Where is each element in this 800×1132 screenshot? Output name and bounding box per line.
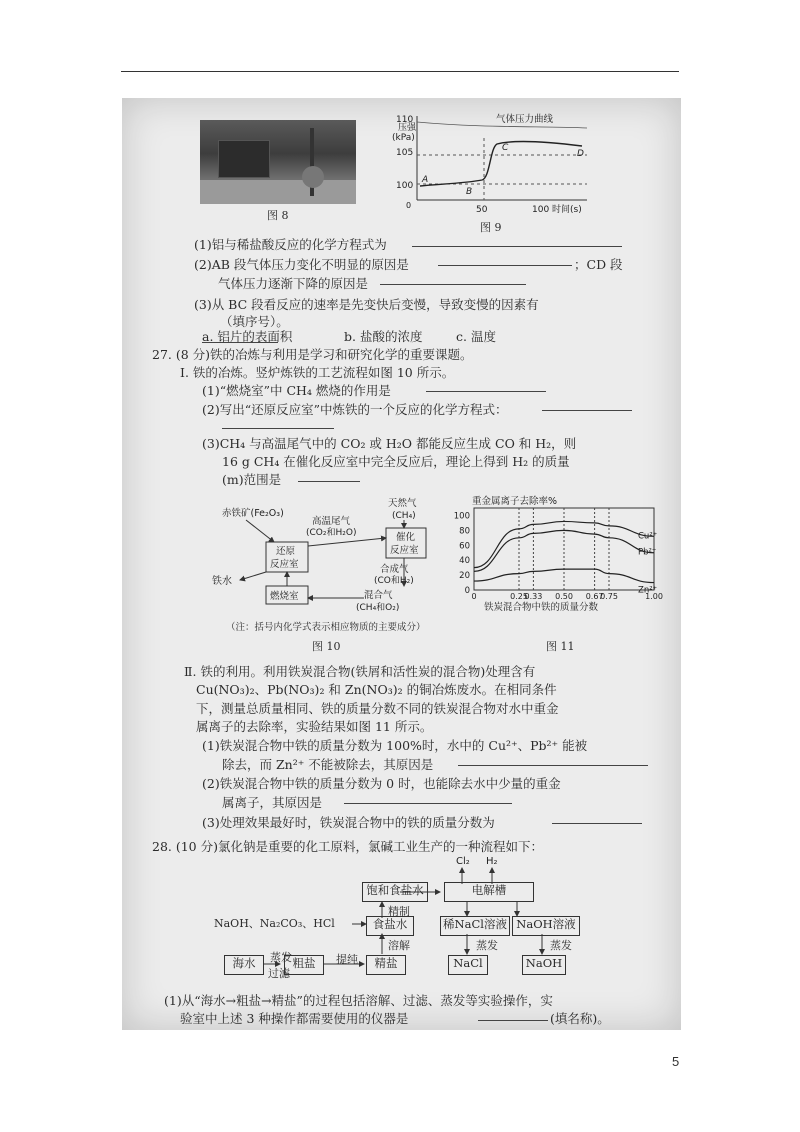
- fig9-xtick-0: 0: [406, 201, 412, 210]
- fig10-iron: 铁水: [212, 576, 232, 587]
- fig9-pressure-curve: [420, 142, 582, 186]
- fig10-burner: 燃烧室: [270, 591, 299, 602]
- answer-line: [298, 481, 360, 482]
- fig9-ytick-110: 110: [396, 115, 414, 125]
- evaporate-label-1: 蒸发: [270, 951, 292, 964]
- q27-note: （注：括号内化学式表示相应物质的主要成分）: [226, 622, 426, 633]
- answer-line: [380, 284, 526, 285]
- fig9-title: 气体压力曲线: [496, 114, 554, 125]
- chart-ytick: 100: [453, 511, 470, 522]
- q28-q1b: 验室中上述 3 种操作都需要使用的仪器是: [180, 1011, 409, 1026]
- fig10-natural-gas-2: (CH₄): [392, 511, 416, 521]
- answer-line: [458, 765, 648, 766]
- q27-s2-q3: (3)处理效果最好时，铁炭混合物中的铁的质量分数为: [202, 815, 495, 830]
- h2-label: H₂: [486, 856, 498, 867]
- chart-ytick: 20: [459, 571, 470, 582]
- fig10-reduction-1: 还原: [276, 546, 296, 557]
- chart-series-label: Zn²⁺: [638, 585, 658, 596]
- answer-line: [426, 391, 546, 392]
- fig9-xtick-50: 50: [476, 205, 488, 215]
- chart-xtick: 0.67: [585, 592, 604, 601]
- fine-salt-box: 精盐: [366, 955, 406, 975]
- salt-water-box: 食盐水: [366, 916, 414, 936]
- fig11-caption: 图 11: [546, 640, 575, 653]
- fig10-caption: 图 10: [312, 640, 341, 653]
- q26-option-b: b. 盐酸的浓度: [344, 329, 423, 344]
- refine-label: 精制: [388, 905, 410, 918]
- page-number: 5: [672, 1054, 680, 1069]
- evaporate-label-3: 蒸发: [550, 939, 572, 952]
- fig10-tail-gas-2: (CO₂和H₂O): [306, 528, 357, 538]
- fig9-ytick-100: 100: [396, 181, 414, 191]
- answer-line: [344, 803, 512, 804]
- nacl-box: NaCl: [448, 955, 488, 975]
- chart-xtick: 0: [471, 592, 477, 601]
- q27-s2-q2b: 属离子，其原因是: [222, 795, 323, 810]
- answer-line: [222, 428, 334, 429]
- experiment-photo: [200, 120, 356, 204]
- q27-s2-q1a: (1)铁炭混合物中铁的质量分数为 100%时，水中的 Cu²⁺、Pb²⁺ 能被: [202, 738, 588, 753]
- q28-q1c: (填名称)。: [550, 1011, 610, 1026]
- fig9-point-c: C: [502, 143, 509, 153]
- chart-xtick: 0.75: [600, 592, 618, 601]
- q26-part2c: 气体压力逐渐下降的原因是: [218, 276, 369, 291]
- q27-s1-q3c: (m)范围是: [222, 472, 282, 487]
- fig9-point-d: D: [577, 149, 584, 159]
- naoh-box: NaOH: [522, 955, 566, 975]
- answer-line: [478, 1020, 548, 1021]
- dilute-nacl-box: 稀NaCl溶液: [440, 916, 510, 936]
- q27-header: 27. (8 分)铁的冶炼与利用是学习和研究化学的重要课题。: [152, 347, 473, 362]
- chlor-alkali-flowchart: [212, 854, 632, 984]
- chart-title: 重金属离子去除率%: [472, 496, 558, 507]
- q27-section2-b: Cu(NO₃)₂、Pb(NO₃)₂ 和 Zn(NO₃)₂ 的铜冶炼废水。在相同条件: [196, 682, 557, 697]
- chart-series-label: Cu²⁺: [638, 531, 658, 542]
- cl2-label: Cl₂: [456, 856, 470, 867]
- brine-box: 饱和食盐水: [362, 882, 428, 902]
- fig10-natural-gas-1: 天然气: [388, 498, 417, 509]
- q28-q1a: (1)从“海水→粗盐→精盐”的过程包括溶解、过滤、蒸发等实验操作，实: [164, 993, 553, 1008]
- q26-part3b: （填序号）。: [220, 314, 289, 329]
- filter-label: 过滤: [268, 967, 290, 980]
- q27-section2-a: Ⅱ. 铁的利用。利用铁炭混合物(铁屑和活性炭的混合物)处理含有: [184, 664, 536, 679]
- chart-xtick: 0.50: [555, 592, 573, 601]
- chart-xlabel: 铁炭混合物中铁的质量分数: [484, 602, 599, 612]
- chart-ytick: 0: [464, 586, 470, 596]
- q26-part3a: (3)从 BC 段看反应的速率是先变快后变慢，导致变慢的因素有: [194, 297, 539, 312]
- fig9-point-a: A: [422, 175, 429, 185]
- fig9-ylabel-1: 压强: [398, 123, 417, 133]
- pressure-curve-figure: [372, 108, 622, 236]
- q27-section2-c: 下，测量总质量相同、铁的质量分数不同的铁炭混合物对水中重金: [196, 701, 559, 716]
- chart-ytick: 60: [459, 541, 470, 552]
- fig10-mix-2: (CH₄和O₂): [356, 603, 400, 613]
- fig9-point-b: B: [466, 187, 473, 197]
- q26-part1: (1)铝与稀盐酸反应的化学方程式为: [194, 237, 387, 252]
- fig9-xtick-100: 100: [532, 205, 550, 215]
- fig10-reduction-2: 反应室: [270, 559, 299, 570]
- chart-series-label: Pb²⁺: [638, 547, 657, 558]
- fig8-caption: 图 8: [267, 209, 289, 222]
- chart-ytick: 40: [459, 556, 470, 567]
- evaporate-label-2: 蒸发: [476, 939, 498, 952]
- q27-s2-q2a: (2)铁炭混合物中铁的质量分数为 0 时，也能除去水中少量的重金: [202, 776, 561, 791]
- answer-line: [542, 410, 632, 411]
- q27-section1: Ⅰ. 铁的冶炼。竖炉炼铁的工艺流程如图 10 所示。: [180, 365, 455, 380]
- purify-label: 提纯: [336, 953, 358, 966]
- naoh-solution-box: NaOH溶液: [512, 916, 580, 936]
- fig9-caption: 图 9: [480, 221, 502, 234]
- crude-salt-box: 粗盐: [284, 955, 324, 975]
- dissolve-label: 溶解: [388, 939, 410, 952]
- fig9-xlabel: 时间(s): [552, 205, 582, 215]
- q26-part2b: ；CD 段: [574, 257, 623, 272]
- reagents-label: NaOH、Na₂CO₃、HCl: [214, 917, 335, 930]
- answer-line: [552, 823, 642, 824]
- q26-part2a: (2)AB 段气体压力变化不明显的原因是: [194, 257, 409, 272]
- fig10-catalytic-2: 反应室: [390, 545, 419, 556]
- fig10-tail-gas-1: 高温尾气: [312, 516, 351, 527]
- electrolyzer-box: 电解槽: [444, 882, 534, 902]
- scanned-exam-page: [122, 98, 681, 1030]
- q27-s1-q2: (2)写出“还原反应室”中炼铁的一个反应的化学方程式：: [202, 402, 508, 417]
- q28-header: 28. (10 分)氯化钠是重要的化工原料，氯碱工业生产的一种流程如下：: [152, 839, 543, 854]
- fig9-ylabel-2: (kPa): [392, 133, 415, 143]
- header-rule: [121, 71, 679, 72]
- q27-section2-d: 属离子的去除率，实验结果如图 11 所示。: [196, 719, 433, 734]
- chart-xtick: 1.00: [645, 592, 663, 601]
- fig10-mix-1: 混合气: [364, 590, 393, 601]
- fig10-catalytic-1: 催化: [396, 532, 416, 543]
- smelting-flowchart: [204, 494, 444, 614]
- seawater-box: 海水: [224, 955, 264, 975]
- fig10-syngas-2: (CO和H₂): [374, 576, 414, 586]
- q26-option-a: a. 铝片的表面积: [202, 329, 293, 344]
- chart-xtick: 0.25: [510, 592, 528, 601]
- removal-rate-chart: [444, 494, 666, 612]
- fig10-ore: 赤铁矿(Fe₂O₃): [222, 508, 284, 519]
- q27-s1-q3b: 16 g CH₄ 在催化反应室中完全反应后，理论上得到 H₂ 的质量: [222, 454, 570, 469]
- fig10-syngas-1: 合成气: [380, 564, 409, 575]
- fig9-ytick-105: 105: [396, 148, 414, 158]
- q27-s2-q1b: 除去，而 Zn²⁺ 不能被除去，其原因是: [222, 757, 434, 772]
- chart-xtick: 0.33: [524, 592, 543, 601]
- q27-s1-q3a: (3)CH₄ 与高温尾气中的 CO₂ 或 H₂O 都能反应生成 CO 和 H₂，则: [202, 436, 577, 451]
- answer-line: [412, 246, 622, 247]
- chart-ytick: 80: [459, 526, 470, 537]
- q26-option-c: c. 温度: [456, 329, 496, 344]
- answer-line: [438, 265, 572, 266]
- q27-s1-q1: (1)“燃烧室”中 CH₄ 燃烧的作用是: [202, 383, 391, 398]
